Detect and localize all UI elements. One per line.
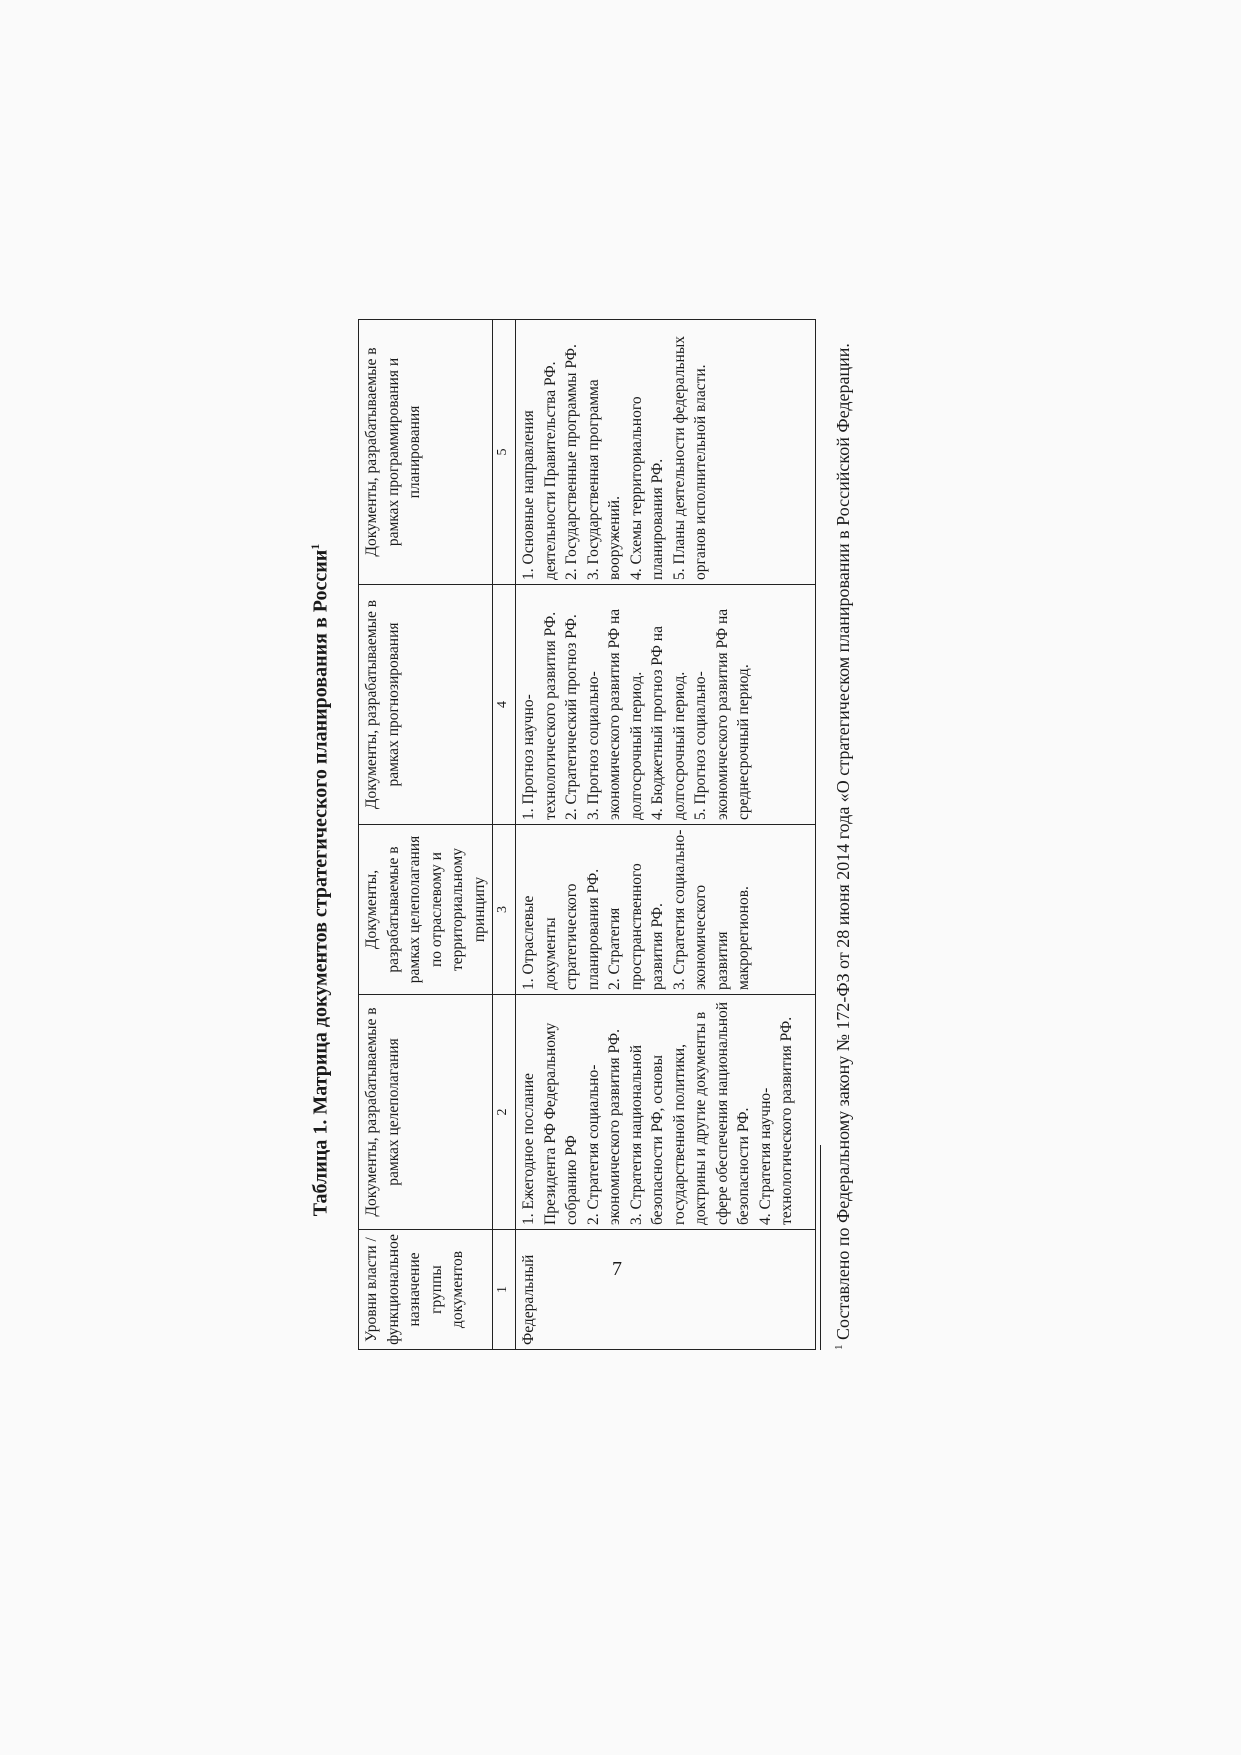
list-item: 3. Стратегия социально-экономического развития макрорегионов.	[670, 829, 752, 990]
title-text: Таблица 1. Матрица документов стратегического планирования в России	[309, 549, 332, 1217]
list-item: 2. Государственные программы РФ.	[563, 344, 580, 580]
list-item: 4. Бюджетный прогноз РФ на долгосрочный период.	[649, 626, 688, 820]
column-number: 4	[493, 585, 516, 825]
col5-cell	[516, 320, 816, 585]
list-item: 3. Государственная программа вооружений.	[584, 379, 623, 580]
header-cell: Документы, разрабатываемые в рамках программирования и планирования	[359, 320, 493, 585]
list-item: 4. Стратегия научно-технологического развития РФ.	[756, 1016, 795, 1225]
header-cell: Документы, разрабатываемые в рамках прогнозирования	[359, 585, 493, 825]
list-item: 1. Основные направления деятельности Правительства РФ.	[520, 361, 559, 580]
footnote-marker: 1	[833, 1344, 845, 1350]
list-item: 5. Планы деятельности федеральных органов исполнительной власти.	[670, 335, 709, 580]
list-item: 3. Стратегия национальной безопасности РФ, основы государственной политики, доктрины и другие документы в сфере обеспечения национальной безопасности РФ.	[627, 1001, 752, 1225]
col3-cell	[516, 825, 816, 995]
header-cell: Документы, разрабатываемые в рамках целеполагания	[359, 995, 493, 1230]
col2-cell	[516, 995, 816, 1230]
table-title	[300, 315, 336, 1445]
title-footnote-marker: 1	[308, 543, 322, 550]
column-number-row	[493, 320, 516, 1350]
list-item: 5. Прогноз социально-экономического развития РФ на среднесрочный период.	[692, 608, 752, 820]
header-cell: Уровни власти / функциональное назначение группы документов	[359, 1230, 493, 1350]
planning-matrix-table	[358, 319, 816, 1350]
footnote-text: Составлено по Федеральному закону № 172-ФЗ от 28 июня 2014 года «О стратегическом планировании в Российской Федерации.	[833, 343, 853, 1340]
footnote-divider	[820, 1145, 821, 1350]
column-number: 3	[493, 825, 516, 995]
header-cell: Документы, разрабатываемые в рамках целеполагания по отраслевому и территориальному принципу	[359, 825, 493, 995]
page-number: 7	[612, 1258, 622, 1280]
list-item: 3. Прогноз социально-экономического развития РФ на долгосрочный период.	[584, 608, 645, 820]
list-item: 2. Стратегия социально-экономического развития РФ.	[584, 1029, 623, 1225]
list-item: 2. Стратегический прогноз РФ.	[563, 614, 580, 820]
column-number: 1	[493, 1230, 516, 1350]
table-row	[516, 320, 816, 1350]
table-header-row	[359, 320, 493, 1350]
column-number: 2	[493, 995, 516, 1230]
level-cell: Федеральный	[516, 1230, 816, 1350]
column-number: 5	[493, 320, 516, 585]
col4-cell	[516, 585, 816, 825]
footnote	[826, 320, 856, 1350]
list-item: 1. Прогноз научно-технологического развития РФ.	[520, 611, 559, 820]
list-item: 2. Стратегия пространственного развития РФ.	[606, 863, 666, 990]
list-item: 1. Ежегодное послание Президента РФ Федеральному собранию РФ	[520, 1022, 580, 1225]
list-item: 1. Отраслевые документы стратегического планирования РФ.	[520, 868, 602, 990]
list-item: 4. Схемы территориального планирования РФ.	[627, 396, 666, 580]
